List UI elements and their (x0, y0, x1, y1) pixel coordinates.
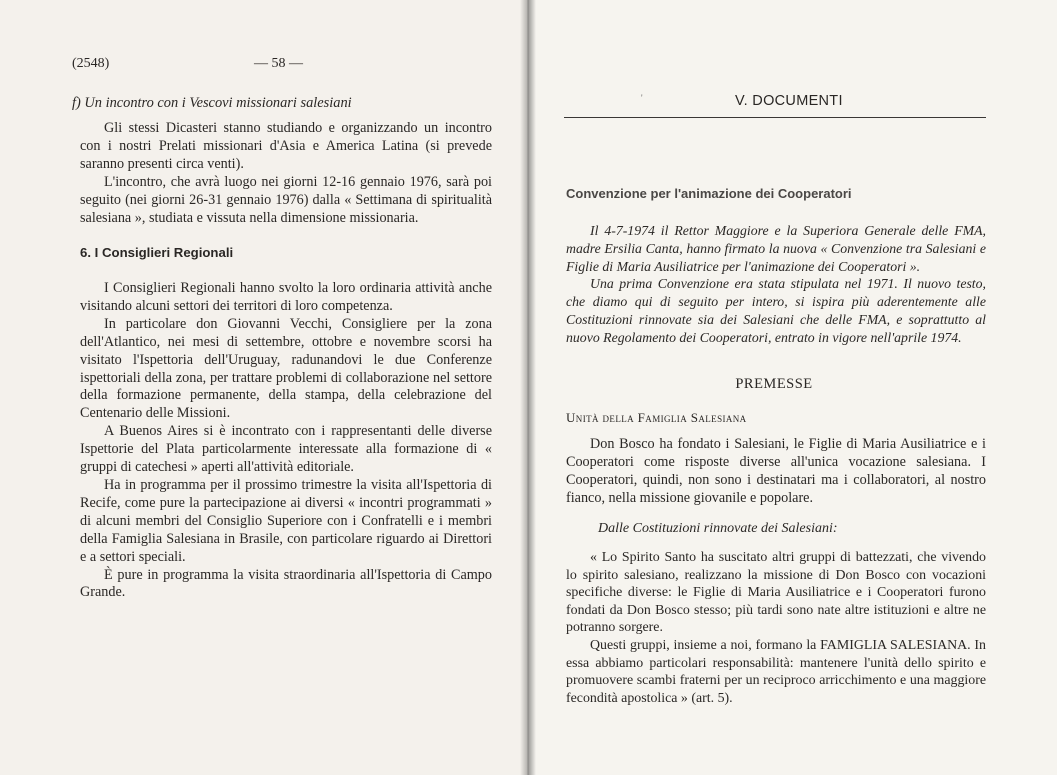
title-rule (564, 117, 986, 118)
paragraph: « Lo Spirito Santo ha suscitato altri gruppi di battezzati, che vivendo lo spirito salesiano, realizzano la missione di Don Bosco con vocazioni specifiche diverse: le Figlie di Maria Ausiliatrice e i Cooperatori furono fondati da Don Bosco stesso; più tardi sono nate altre istituzioni e altre ne potranno sorgere. (566, 550, 986, 636)
section-body (80, 280, 492, 602)
paragraph: I Consiglieri Regionali hanno svolto la loro ordinaria attività anche visitando alcuni settori dei territori di loro competenza. (80, 280, 492, 314)
page-mark: ' (641, 93, 643, 103)
paragraph: A Buenos Aires si è incontrato con i rappresentanti delle diverse Ispettorie del Plata particolarmente interessate alla formazione di « gruppi di catechesi » aperti all'attività editoriale. (80, 423, 492, 476)
citation-body (566, 549, 986, 707)
paragraph: Il 4-7-1974 il Rettor Maggiore e la Superiora Generale delle FMA, madre Ersilia Canta, hanno firmato la nuova « Convenzione tra Salesiani e Figlie di Maria Ausiliatrice per l'animazione dei Cooperatori ». (566, 223, 986, 274)
paragraph: È pure in programma la visita straordinaria all'Ispettoria di Campo Grande. (80, 566, 492, 601)
header-reference: (2548) (72, 56, 110, 71)
citation-label: Dalle Costituzioni rinnovate dei Salesiani: (598, 521, 838, 536)
paragraph: Questi gruppi, insieme a noi, formano la FAMIGLIA SALESIANA. In essa abbiamo particolari responsabilità: mantenere l'unità dello spirito e promuovere scambi fraterni per un reciproco arricchimento e una maggiore fecondità apostolica » (art. 5). (566, 637, 986, 706)
document-intro (566, 222, 986, 347)
paragraph: In particolare don Giovanni Vecchi, Consigliere per la zona dell'Atlantico, nei mesi di settembre, ottobre e novembre scorsi ha visitato l'Ispettoria dell'Uruguay, radunandovi le due Conferenze ispettoriali della zona, per trattare problemi di collaborazione nel settore della formazione permanente, della stampa, della celebrazione del Centenario delle Missioni. (80, 315, 492, 422)
left-page (0, 0, 527, 775)
premesse-heading: PREMESSE (735, 376, 813, 392)
paragraph: Una prima Convenzione era stata stipulata nel 1971. Il nuovo testo, che diamo qui di seguito per intero, si ispira più aderentemente alle Costituzioni rinnovate sia dei Salesiani che delle FMA, e soprattutto al nuovo Regolamento dei Cooperatori, entrato in vigore nell'aprile 1974. (566, 276, 986, 345)
paragraph: Ha in programma per il prossimo trimestre la visita all'Ispettoria di Recife, come pure la partecipazione ai diversi « incontri programmati » di alcuni membri del Consiglio Superiore con i Confratelli e i membri della Famiglia Salesiana in Brasile, con particolare riguardo ai Direttori e a settori speciali. (80, 476, 492, 565)
section-heading: 6. I Consiglieri Regionali (80, 245, 234, 260)
book-gutter (520, 0, 536, 775)
subsection-body (80, 120, 492, 227)
paragraph: L'incontro, che avrà luogo nei giorni 12-16 gennaio 1976, sarà poi seguito (nei giorni 26-31 gennaio 1976) dalla « Settimana di spiritualità salesiana », studiata e vissuta nella dimensione missionaria. (80, 173, 492, 226)
paragraph: Don Bosco ha fondato i Salesiani, le Figlie di Maria Ausiliatrice e i Cooperatori come risposte diverse all'unica vocazione salesiana. I Cooperatori, quindi, non sono i destinatari ma i collaboratori, al nostro fianco, nella missione giovanile e popolare. (566, 436, 986, 506)
premesse-body (566, 436, 986, 508)
subheading-unita: Unità della Famiglia Salesiana (566, 410, 747, 425)
section-title: V. DOCUMENTI (735, 93, 843, 109)
page-number: — 58 — (254, 56, 303, 71)
paragraph: Gli stessi Dicasteri stanno studiando e organizzando un incontro con i nostri Prelati missionari d'Asia e America Latina (si prevede saranno presenti circa venti). (80, 120, 492, 172)
document-title: Convenzione per l'animazione dei Cooperatori (566, 186, 852, 201)
subsection-heading: f) Un incontro con i Vescovi missionari salesiani (72, 95, 352, 111)
